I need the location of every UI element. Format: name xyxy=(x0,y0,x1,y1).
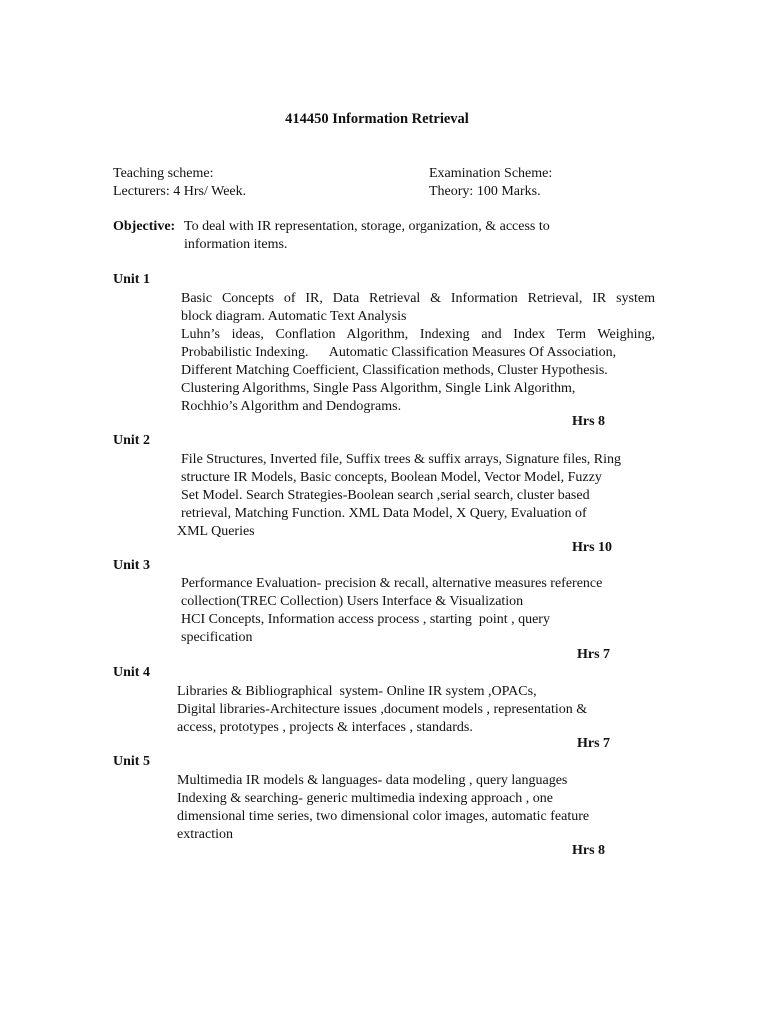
unit-line: block diagram. Automatic Text Analysis xyxy=(181,309,407,324)
unit-line: Libraries & Bibliographical system- Online IR system ,OPACs, xyxy=(177,684,537,699)
unit-1-content xyxy=(181,290,655,416)
unit-line: XML Queries xyxy=(177,524,255,539)
unit-line: HCI Concepts, Information access process , starting point , query xyxy=(181,612,550,627)
unit-line: access, prototypes , projects & interfaces , standards. xyxy=(177,720,473,735)
unit-1-label: Unit 1 xyxy=(113,272,150,287)
unit-4-label: Unit 4 xyxy=(113,665,150,680)
objective-line: To deal with IR representation, storage, organization, & access to xyxy=(184,219,550,234)
unit-line: specification xyxy=(181,630,253,645)
unit-4-hours: Hrs 7 xyxy=(577,736,611,751)
objective-text xyxy=(184,218,550,254)
unit-line: Clustering Algorithms, Single Pass Algorithm, Single Link Algorithm, xyxy=(181,381,576,396)
unit-line: retrieval, Matching Function. XML Data Model, X Query, Evaluation of xyxy=(181,506,587,521)
unit-4-content xyxy=(177,683,587,737)
unit-5-content xyxy=(177,772,589,844)
unit-line: File Structures, Inverted file, Suffix trees & suffix arrays, Signature files, Ring xyxy=(181,452,622,467)
unit-line: dimensional time series, two dimensional color images, automatic feature xyxy=(177,809,590,824)
unit-3-hours: Hrs 7 xyxy=(577,647,611,662)
unit-line: Luhn’s ideas, Conflation Algorithm, Indexing and Index Term Weighing, xyxy=(181,327,655,342)
unit-line: extraction xyxy=(177,827,233,842)
unit-2-label: Unit 2 xyxy=(113,433,150,448)
unit-2-hours: Hrs 10 xyxy=(572,540,613,555)
objective-line: information items. xyxy=(184,237,288,252)
theory-text: Theory: 100 Marks. xyxy=(429,184,541,199)
unit-2-content xyxy=(177,451,622,541)
teaching-scheme-label: Teaching scheme: xyxy=(113,166,214,181)
unit-3-content xyxy=(181,575,602,647)
unit-5-hours: Hrs 8 xyxy=(572,843,606,858)
unit-line: structure IR Models, Basic concepts, Boolean Model, Vector Model, Fuzzy xyxy=(181,470,602,485)
unit-5-label: Unit 5 xyxy=(113,754,150,769)
unit-line: Different Matching Coefficient, Classification methods, Cluster Hypothesis. xyxy=(181,363,608,378)
unit-line: Multimedia IR models & languages- data modeling , query languages xyxy=(177,773,568,788)
unit-line: Performance Evaluation- precision & recall, alternative measures reference xyxy=(181,576,603,591)
unit-1-hours: Hrs 8 xyxy=(572,414,606,429)
unit-line: Rochhio’s Algorithm and Dendograms. xyxy=(181,399,402,414)
unit-line: collection(TREC Collection) Users Interface & Visualization xyxy=(181,594,524,609)
document-title: 414450 Information Retrieval xyxy=(285,111,469,127)
unit-line: Digital libraries-Architecture issues ,document models , representation & xyxy=(177,702,588,717)
unit-line: Set Model. Search Strategies-Boolean search ,serial search, cluster based xyxy=(181,488,590,503)
objective-label: Objective: xyxy=(113,219,176,234)
exam-scheme-label: Examination Scheme: xyxy=(429,166,553,181)
unit-line: Indexing & searching- generic multimedia indexing approach , one xyxy=(177,791,553,806)
lectures-text: Lecturers: 4 Hrs/ Week. xyxy=(113,184,247,199)
unit-line: Basic Concepts of IR, Data Retrieval & Information Retrieval, IR system xyxy=(181,291,655,306)
unit-3-label: Unit 3 xyxy=(113,558,150,573)
unit-line: Probabilistic Indexing. Automatic Classification Measures Of Association, xyxy=(181,345,617,360)
